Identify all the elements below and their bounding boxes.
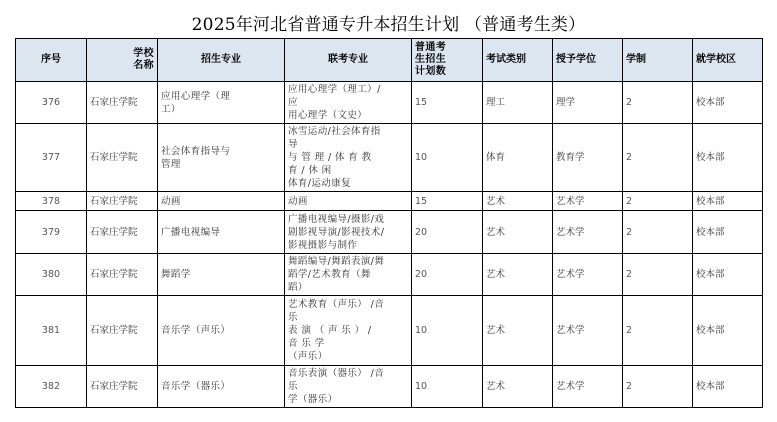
cell-campus: 校本部	[693, 192, 763, 211]
cell-degree: 教育学	[553, 124, 623, 192]
cell-campus: 校本部	[693, 124, 763, 192]
cell-school: 石家庄学院	[87, 296, 158, 366]
cell-plan-count: 20	[412, 254, 483, 296]
cell-related-major: 音乐表演（器乐） /音 乐 学（器乐）	[285, 366, 412, 408]
cell-related-major: 艺术教育（声乐） /音 乐 表 演 （ 声 乐 ） / 音 乐 学 （声乐）	[285, 296, 412, 366]
cell-no: 377	[16, 124, 87, 192]
cell-major: 社会体育指导与 管理	[158, 124, 285, 192]
cell-years: 2	[623, 211, 693, 254]
cell-no: 381	[16, 296, 87, 366]
page-title: 2025年河北省普通专升本招生计划 （普通考生类）	[191, 15, 586, 35]
cell-exam-category: 艺术	[483, 366, 553, 408]
cell-exam-category: 理工	[483, 82, 553, 124]
header-major: 招生专业	[158, 39, 285, 82]
table-row	[16, 211, 763, 254]
cell-no: 378	[16, 192, 87, 211]
cell-school: 石家庄学院	[87, 366, 158, 408]
cell-exam-category: 艺术	[483, 192, 553, 211]
header-years: 学制	[623, 39, 693, 82]
cell-exam-category: 体育	[483, 124, 553, 192]
cell-degree: 艺术学	[553, 366, 623, 408]
cell-campus: 校本部	[693, 211, 763, 254]
cell-plan-count: 10	[412, 366, 483, 408]
cell-degree: 艺术学	[553, 192, 623, 211]
enrollment-plan-table	[15, 38, 763, 408]
cell-degree: 艺术学	[553, 211, 623, 254]
cell-school: 石家庄学院	[87, 124, 158, 192]
cell-campus: 校本部	[693, 82, 763, 124]
cell-years: 2	[623, 296, 693, 366]
header-plan-count: 普通考 生招生 计划数	[412, 39, 483, 82]
header-row	[16, 39, 763, 82]
cell-campus: 校本部	[693, 366, 763, 408]
cell-degree: 艺术学	[553, 254, 623, 296]
cell-campus: 校本部	[693, 296, 763, 366]
header-school: 学校 名称	[87, 39, 158, 82]
cell-school: 石家庄学院	[87, 82, 158, 124]
cell-related-major: 广播电视编导/摄影/戏 剧影视导演/影视技术/ 影视摄影与制作	[285, 211, 412, 254]
cell-degree: 理学	[553, 82, 623, 124]
cell-no: 382	[16, 366, 87, 408]
cell-plan-count: 15	[412, 82, 483, 124]
header-related-major: 联考专业	[285, 39, 412, 82]
cell-related-major: 动画	[285, 192, 412, 211]
header-degree: 授予学位	[553, 39, 623, 82]
cell-exam-category: 艺术	[483, 211, 553, 254]
cell-related-major: 舞蹈编导/舞蹈表演/舞 蹈学/艺术教育（舞 蹈）	[285, 254, 412, 296]
cell-exam-category: 艺术	[483, 296, 553, 366]
header-exam-category: 考试类别	[483, 39, 553, 82]
header-campus: 就学校区	[693, 39, 763, 82]
cell-plan-count: 10	[412, 296, 483, 366]
cell-major: 广播电视编导	[158, 211, 285, 254]
header-no: 序号	[16, 39, 87, 82]
cell-major: 音乐学（器乐）	[158, 366, 285, 408]
cell-major: 动画	[158, 192, 285, 211]
cell-school: 石家庄学院	[87, 254, 158, 296]
cell-major: 音乐学（声乐）	[158, 296, 285, 366]
cell-related-major: 应用心理学（理工）/ 应 用心理学（文史）	[285, 82, 412, 124]
cell-related-major: 冰雪运动/社会体育指 导 与 管 理 / 体 育 教 育 / 休 闲 体育/运动康复	[285, 124, 412, 192]
cell-no: 380	[16, 254, 87, 296]
cell-no: 376	[16, 82, 87, 124]
cell-school: 石家庄学院	[87, 192, 158, 211]
cell-school: 石家庄学院	[87, 211, 158, 254]
cell-plan-count: 15	[412, 192, 483, 211]
cell-plan-count: 20	[412, 211, 483, 254]
cell-campus: 校本部	[693, 254, 763, 296]
table-row	[16, 254, 763, 296]
cell-years: 2	[623, 124, 693, 192]
cell-years: 2	[623, 192, 693, 211]
cell-exam-category: 艺术	[483, 254, 553, 296]
table-row	[16, 124, 763, 192]
cell-major: 舞蹈学	[158, 254, 285, 296]
cell-years: 2	[623, 82, 693, 124]
cell-major: 应用心理学（理 工）	[158, 82, 285, 124]
table-row	[16, 296, 763, 366]
cell-no: 379	[16, 211, 87, 254]
table-row	[16, 192, 763, 211]
cell-years: 2	[623, 254, 693, 296]
cell-years: 2	[623, 366, 693, 408]
cell-plan-count: 10	[412, 124, 483, 192]
cell-degree: 艺术学	[553, 296, 623, 366]
table-row	[16, 366, 763, 408]
table-row	[16, 82, 763, 124]
